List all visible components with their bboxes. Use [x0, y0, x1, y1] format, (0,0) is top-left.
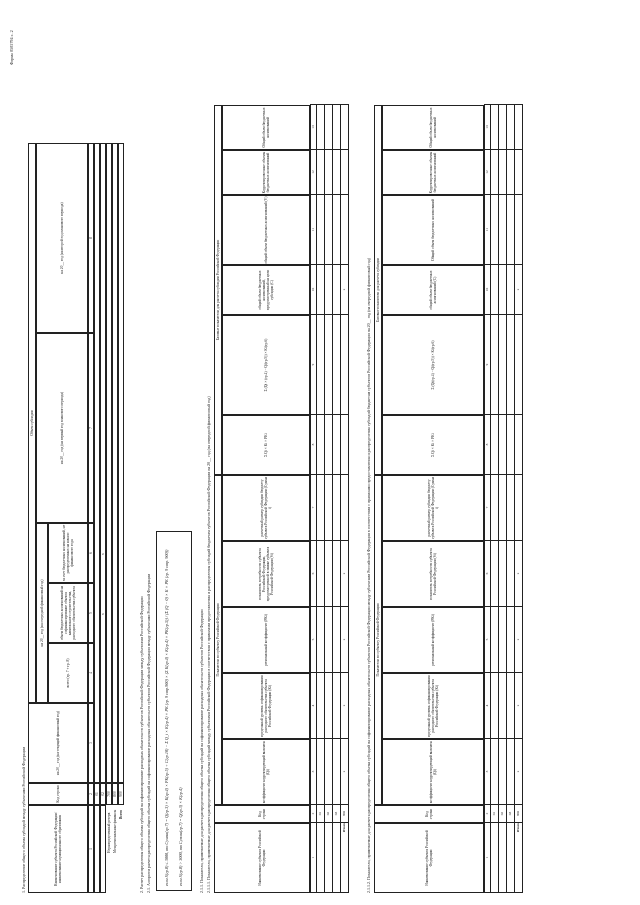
t2-header-c6: показатель потребности субъекта Российской Федерации, предусмотренной в заявке субъекта Российской Федерации (Si) [222, 541, 310, 607]
t2-cell[interactable] [341, 105, 349, 150]
t2-header-name: Наименование субъекта Российской Федерации [214, 823, 310, 893]
t1-row-code: 01 [94, 783, 100, 805]
t1-header-year2: на 20__ год (на очередной финансовый год) [36, 523, 48, 703]
t3-cell[interactable] [507, 315, 515, 415]
t3-x-mark: x [515, 739, 523, 805]
t2-cell[interactable] [325, 105, 333, 150]
t2-cell[interactable] [341, 315, 349, 415]
t3-num: 7 [485, 475, 491, 541]
t3-header-c11: Общий объем бюджетных ассигнований [382, 195, 484, 265]
t2-header-c9: Σ (Qi × (гр.4) − Qi(гр.5)) × Ki(гр.6) [222, 315, 310, 415]
t2-num: 9 [311, 315, 317, 415]
t3-header-c13: Общий объем бюджетных ассигнований [382, 105, 484, 150]
t3-num: 13 [485, 105, 491, 150]
t3-cell[interactable] [507, 150, 515, 195]
t2-num: 10 [311, 265, 317, 315]
section2112-title: 2.1.1.2. Показатели, применяемые для расчета распределения общего объема субсидий на софинансирование расходных обязательств субъектов Российской Федерации между субъектами Российской Федерации в соответствии с правилами предоставления и распределения субсидий бюджетам субъектов Российской Федерации на 20__ год (на очередной финансовый год) [366, 257, 371, 893]
t2-header-code: Код строки [214, 805, 310, 823]
t2-cell-code: 02 [325, 805, 333, 823]
t3-cell[interactable] [507, 105, 515, 150]
t2-x-mark: x [341, 265, 349, 315]
t2-header-c3: коэффициент корректирующий выплаты (Qi) [222, 739, 310, 805]
t3-num: 9 [485, 315, 491, 415]
t1-header-total: всего (гр. 7 + гр. 8) [48, 643, 88, 703]
table-row[interactable] [507, 105, 515, 893]
t2-num: 11 [311, 195, 317, 265]
t2-cell[interactable] [325, 541, 333, 607]
t3-cell[interactable] [499, 315, 507, 415]
t2-header-c12: Корректировочные объемы бюджетных ассигнований [222, 150, 310, 195]
t2-num: 1 [311, 823, 317, 893]
t3-group-left: Показатели по субъекту Российской Федерации [374, 475, 382, 805]
t2-total-code: 900 [341, 805, 349, 823]
t2-num: 2 [311, 805, 317, 823]
t3-header-c10: общий объем бюджетных ассигнований (C) [382, 265, 484, 315]
t2-cell[interactable] [325, 265, 333, 315]
table-row[interactable] [499, 105, 507, 893]
t3-cell[interactable] [491, 739, 499, 805]
t3-cell[interactable] [499, 105, 507, 150]
t3-cell[interactable] [507, 415, 515, 475]
formula-line-2: если S(гр.8) > 3000, то Сумма(гр.7) = Q(гр.3) × K(гр.4) [178, 787, 183, 886]
t3-num: 6 [485, 541, 491, 607]
t2-total-label: Итого [341, 823, 349, 893]
t3-header-c12: Корректировочные объемы бюджетных ассигнований [382, 150, 484, 195]
t3-header-code: Код строки [374, 805, 484, 823]
t2-cell[interactable] [341, 475, 349, 541]
t2-header-c10: общий объем бюджетных ассигнований, предусмотренный на цели субсидии (C) [222, 265, 310, 315]
table-row[interactable] [491, 105, 499, 893]
t3-cell-code: 03 [507, 805, 515, 823]
formula-line-1: если S(гр.8) ≤ 3000, то Сумма(гр.7) = Q(гр.3) × K(гр.4) × РК(гр.5) + C(гр.10) − Σ Q_i × K(гр.4) × РК (гр. 9 стр.900) × (Σ K(гр.4) × K(гр.4) × РК(гр.5)) / (Σ (Q − 0) × K × РК (гр. 9 стр. 900)) [164, 549, 169, 886]
t1-header-year3: на 20__ год (на первый год планового периода) [36, 333, 88, 523]
t1-rf-code: 800 [112, 783, 118, 805]
t2-group-left: Показатели по субъекту Российской Федерации [214, 475, 222, 805]
t2-cell[interactable] [325, 607, 333, 673]
t3-num: 10 [485, 265, 491, 315]
t1-total-code: 900 [118, 783, 124, 805]
table-row[interactable] [317, 105, 325, 893]
t3-cell[interactable] [491, 265, 499, 315]
t3-header-c7: расчетный размер субсидии бюджету субъекта Российской Федерации (Сумма i) [382, 475, 484, 541]
table-row[interactable] [333, 105, 341, 893]
t1-num-5: 5 [88, 583, 94, 643]
section2-title: 2. Расчет распределения общего объема субсидий на софинансирование расходных обязательств субъектов Российской Федерации между субъектами Российской Федерации [139, 596, 144, 893]
t3-cell[interactable] [491, 607, 499, 673]
t1-header-code: Код строки [28, 783, 88, 805]
t3-cell[interactable] [499, 673, 507, 739]
t3-cell[interactable] [515, 105, 523, 150]
t1-num-8: 8 [88, 143, 94, 333]
t1-num-4: 4 [88, 643, 94, 703]
t2-cell[interactable] [325, 150, 333, 195]
t2-cell[interactable] [325, 415, 333, 475]
t1-reserve-code: 700 [106, 783, 112, 805]
t3-group-right: Базовые показатели для расчета субсидии [374, 105, 382, 475]
t2-num: 13 [311, 105, 317, 150]
t3-cell-name[interactable] [507, 823, 515, 893]
t1-num-3: 3 [88, 703, 94, 783]
t3-cell[interactable] [499, 475, 507, 541]
t3-total-code: 900 [515, 805, 523, 823]
t3-cell-code: 01 [491, 805, 499, 823]
t1-x-mark: x [101, 553, 105, 555]
t1-num-6: 6 [88, 523, 94, 583]
t1-header-year1: на 20__ год (на текущий финансовый год) [28, 703, 88, 783]
t2-cell[interactable] [325, 195, 333, 265]
t1-row-name[interactable] [100, 805, 106, 893]
t2-cell[interactable] [333, 150, 341, 195]
t2-cell[interactable] [317, 673, 325, 739]
t1-rf-label: Межрегиональные финансы [113, 809, 117, 853]
t2-header-c11: общий объем бюджетных ассигнований (V) [222, 195, 310, 265]
t3-x-mark: x [515, 673, 523, 739]
t2-cell-name[interactable] [333, 823, 341, 893]
t3-num: 4 [485, 673, 491, 739]
t3-x-mark: x [515, 265, 523, 315]
formula-box [156, 531, 192, 891]
t3-num: 3 [485, 739, 491, 805]
t2-cell[interactable] [333, 265, 341, 315]
t3-header-c5: региональный коэффициент (РКi) [382, 607, 484, 673]
t2-num: 4 [311, 673, 317, 739]
t3-header-c6: показатель потребности субъекта Российской Федерации (Si) [382, 541, 484, 607]
t2-cell[interactable] [317, 265, 325, 315]
t3-num: 1 [485, 823, 491, 893]
t1-header-year4: на 20__ год (на второй год планового периода) [36, 143, 88, 333]
t2-cell[interactable] [325, 673, 333, 739]
t3-total-row [515, 105, 523, 893]
t2-header-c4: предельный уровень софинансирования расходного обязательства субъекта Российской Федерации (Ki) [222, 673, 310, 739]
t3-cell[interactable] [491, 415, 499, 475]
t2-header-c13: Общий объем бюджетных ассигнований [222, 105, 310, 150]
t3-cell-code: 02 [499, 805, 507, 823]
t2-x-mark: x [341, 607, 349, 673]
t2-cell[interactable] [333, 739, 341, 805]
section2111-title: 2.1.1.1. Показатели, применяемые для расчета распределения общего объема субсидий между субъектами Российской Федерации в соответствии с правилами предоставления и распределения субсидий бюджетам субъектов Российской Федерации на 20__ год (на очередной финансовый год) [206, 396, 211, 893]
section21-title: 2.1. Алгоритм расчета распределения общего объема субсидий на софинансирование расходных обязательств субъектов Российской Федерации между субъектами Российской Федерации [146, 574, 151, 893]
t3-header-name: Наименование субъекта Российской Федерации [374, 823, 484, 893]
t2-cell[interactable] [325, 315, 333, 415]
t1-num-2: 2 [88, 783, 94, 805]
t2-cell[interactable] [317, 105, 325, 150]
t3-num: 8 [485, 415, 491, 475]
t2-cell[interactable] [317, 415, 325, 475]
t2-group-right: Базовые показатели для расчета субсидии Российской Федерации [214, 105, 222, 475]
t1-total-label: Всего [119, 810, 123, 819]
t3-cell[interactable] [491, 195, 499, 265]
t2-cell[interactable] [317, 607, 325, 673]
t2-header-c5: региональный коэффициент (РКi) [222, 607, 310, 673]
table-row[interactable] [325, 105, 333, 893]
t2-x-mark: x [341, 541, 349, 607]
t3-num: 2 [485, 805, 491, 823]
t1-reserve-label: Нераспределенный резерв [107, 812, 111, 853]
t2-cell[interactable] [341, 150, 349, 195]
t2-cell[interactable] [325, 475, 333, 541]
t3-cell[interactable] [499, 150, 507, 195]
form-code-label: Форма 0505794 с. 2 [9, 30, 14, 65]
t2-cell-code: 01 [317, 805, 325, 823]
section1-title: 1. Распределение общего объема субсидий между субъектами Российской Федерации [21, 747, 26, 893]
t2-cell[interactable] [317, 315, 325, 415]
t2-cell-code: 03 [333, 805, 341, 823]
t3-cell[interactable] [507, 541, 515, 607]
t3-num: 11 [485, 195, 491, 265]
t3-num: 12 [485, 150, 491, 195]
t3-cell[interactable] [499, 195, 507, 265]
t3-cell[interactable] [515, 150, 523, 195]
t2-body [310, 104, 349, 893]
t3-cell[interactable] [491, 315, 499, 415]
t3-cell[interactable] [515, 475, 523, 541]
t1-num-1: 1 [88, 805, 94, 893]
t3-cell[interactable] [507, 475, 515, 541]
t1-header-group: Объем субсидии [28, 143, 36, 703]
t2-cell[interactable] [325, 739, 333, 805]
t2-total-row [341, 105, 349, 893]
t2-num: 5 [311, 607, 317, 673]
t2-cell[interactable] [317, 475, 325, 541]
t2-cell[interactable] [333, 673, 341, 739]
section211-title: 2.1.1. Показатели, применяемые для расчета распределения общего объема субсидий на софинансирование расходных обязательств субъектов Российской Федерации [199, 609, 204, 893]
t3-header-c9: Σ (Qi(гр.4) − Qi(гр.5)) × Ki(гр.6) [382, 315, 484, 415]
t3-header-c8: Σ Qi × Ki × PKi [382, 415, 484, 475]
t3-cell[interactable] [515, 315, 523, 415]
t1-total-values[interactable] [118, 143, 124, 783]
t3-cell[interactable] [499, 541, 507, 607]
t3-cell[interactable] [499, 265, 507, 315]
t2-cell[interactable] [317, 150, 325, 195]
t3-header-c3: коэффициент корректирующий выплаты (Qi) [382, 739, 484, 805]
t3-cell-name[interactable] [499, 823, 507, 893]
t2-cell[interactable] [341, 415, 349, 475]
t3-cell[interactable] [499, 607, 507, 673]
t2-cell[interactable] [333, 541, 341, 607]
t3-cell[interactable] [515, 415, 523, 475]
t1-header-sub1: объем бюджетных ассигнований на софинансирование объекта капитального строительства, расходного обязательства субъекта [48, 583, 88, 643]
t3-cell[interactable] [491, 541, 499, 607]
t1-header-name: Наименование субъекта Российской Федерации/наименование муниципального образования [28, 805, 88, 893]
t2-cell[interactable] [317, 195, 325, 265]
t3-cell[interactable] [491, 105, 499, 150]
t2-header-c7: расчетный размер субсидии бюджету субъекта Российской Федерации (Сумма i) [222, 475, 310, 541]
t2-x-mark: x [341, 739, 349, 805]
t3-cell[interactable] [507, 195, 515, 265]
t2-cell[interactable] [333, 315, 341, 415]
t2-cell[interactable] [333, 415, 341, 475]
t3-cell[interactable] [499, 415, 507, 475]
t2-cell-name[interactable] [317, 823, 325, 893]
t1-row-code: 02 [100, 783, 106, 805]
t3-cell-name[interactable] [491, 823, 499, 893]
t2-num: 3 [311, 739, 317, 805]
t2-num: 12 [311, 150, 317, 195]
t3-cell[interactable] [507, 607, 515, 673]
t3-x-mark: x [515, 541, 523, 607]
t3-num: 5 [485, 607, 491, 673]
t1-num-7: 7 [88, 333, 94, 523]
t2-header-c8: Σ Qi × Ki × PKi [222, 415, 310, 475]
t2-num: 6 [311, 541, 317, 607]
t1-x-mark: x [101, 613, 105, 615]
t3-total-label: Итого [515, 823, 523, 893]
t2-x-mark: x [341, 673, 349, 739]
t3-cell[interactable] [491, 475, 499, 541]
t3-cell[interactable] [515, 195, 523, 265]
t2-cell-name[interactable] [325, 823, 333, 893]
t3-cell[interactable] [507, 673, 515, 739]
t2-cell[interactable] [317, 739, 325, 805]
t3-body [484, 104, 523, 893]
t2-cell[interactable] [333, 105, 341, 150]
t3-cell[interactable] [491, 150, 499, 195]
t2-num: 8 [311, 415, 317, 475]
t2-cell[interactable] [333, 195, 341, 265]
t3-cell[interactable] [507, 265, 515, 315]
t3-cell[interactable] [499, 739, 507, 805]
t3-header-c4: предельный уровень софинансирования расходного обязательства субъекта Российской Федерации (Ki) [382, 673, 484, 739]
t2-cell[interactable] [317, 541, 325, 607]
t2-cell[interactable] [333, 607, 341, 673]
t2-cell[interactable] [333, 475, 341, 541]
t1-header-sub2: за счет бюджетных ассигнований, не распределенных на начало финансового года [48, 523, 88, 583]
t2-num: 7 [311, 475, 317, 541]
t2-cell[interactable] [341, 195, 349, 265]
t3-cell[interactable] [507, 739, 515, 805]
t3-cell[interactable] [491, 673, 499, 739]
t3-x-mark: x [515, 607, 523, 673]
